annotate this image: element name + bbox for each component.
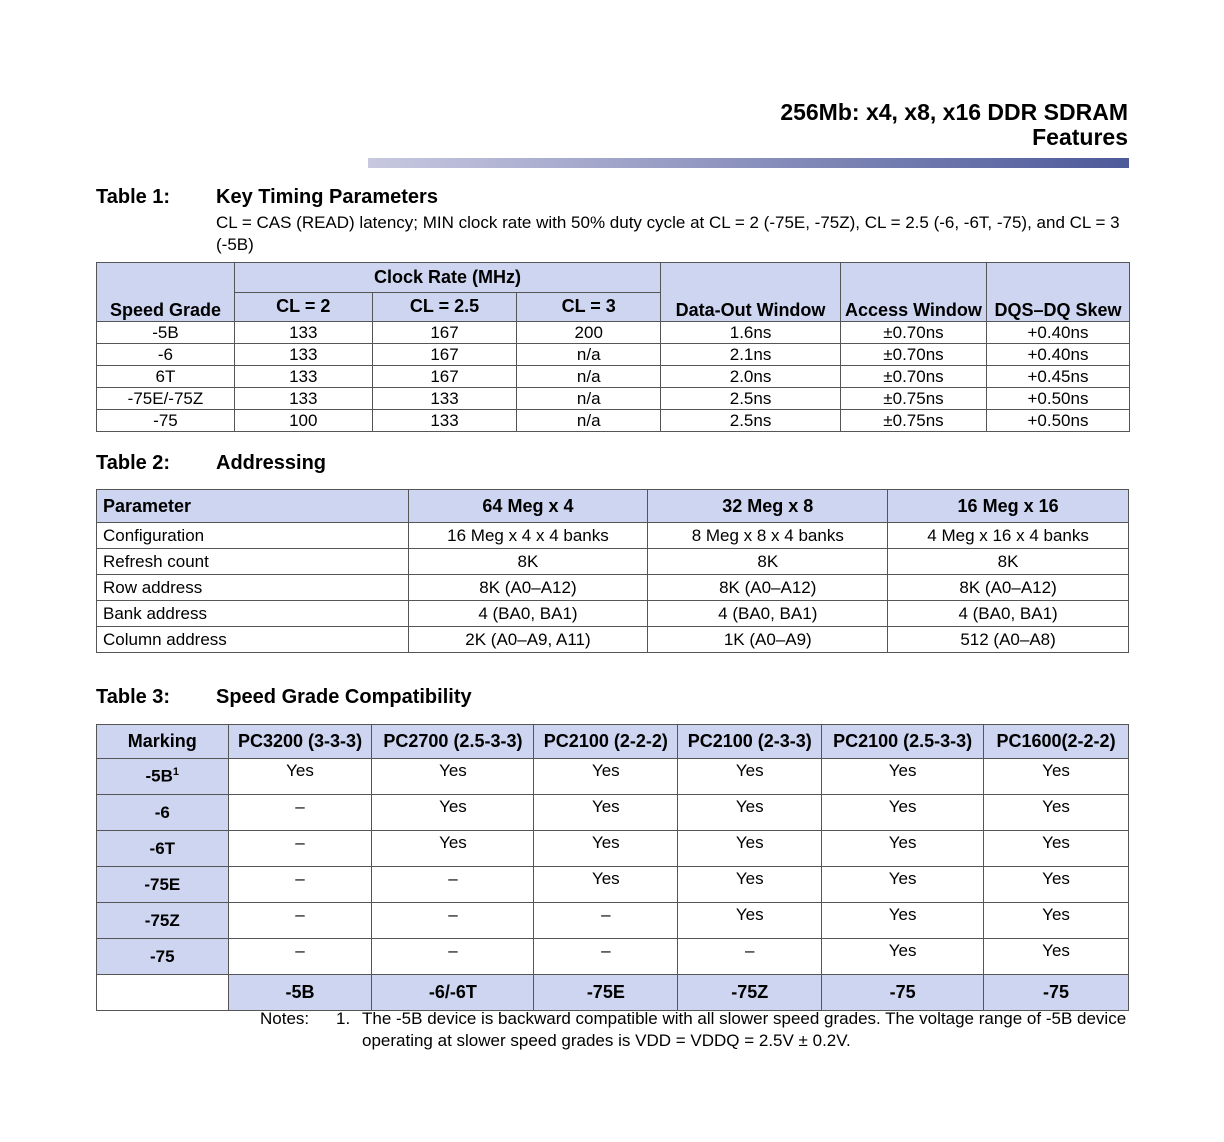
- table-cell: -75: [97, 410, 235, 432]
- table-cell: Yes: [822, 759, 984, 795]
- note-number: 1.: [336, 1009, 351, 1028]
- table2-caption: [96, 452, 326, 475]
- table-cell: –: [228, 939, 372, 975]
- footer-cell: -5B: [228, 975, 372, 1011]
- table-row: [97, 322, 1130, 344]
- marking-label: -5B: [145, 766, 173, 786]
- table-cell: 512 (A0–A8): [888, 627, 1129, 653]
- column-header: PC2100 (2-2-2): [534, 725, 678, 759]
- footer-blank-cell: [97, 975, 229, 1011]
- column-header: PC1600(2-2-2): [984, 725, 1129, 759]
- table-cell: Yes: [372, 831, 534, 867]
- footnote-marker: 1: [172, 766, 180, 779]
- table-cell: 4 (BA0, BA1): [888, 601, 1129, 627]
- table-cell: ±0.75ns: [840, 410, 986, 432]
- header-rule: [368, 158, 1129, 168]
- table-cell: Column address: [97, 627, 409, 653]
- table-row: [97, 795, 1129, 831]
- header-cl25: CL = 2.5: [372, 292, 517, 322]
- table-cell: ±0.70ns: [840, 344, 986, 366]
- table1-caption: [96, 186, 438, 209]
- table-row: [97, 759, 1129, 795]
- table1-description: CL = CAS (READ) latency; MIN clock rate with 50% duty cycle at CL = 2 (-75E, -75Z), CL = 2.5 (-6, -6T, -75), and CL = 3 (-5B): [216, 213, 1120, 254]
- table-cell: 133: [234, 366, 372, 388]
- table-row: [97, 388, 1130, 410]
- table-cell: Yes: [372, 759, 534, 795]
- table-cell: Yes: [984, 759, 1129, 795]
- table-cell: –: [534, 903, 678, 939]
- table-cell: n/a: [517, 388, 661, 410]
- table-cell: 8K: [648, 549, 888, 575]
- table-cell: +0.40ns: [986, 344, 1129, 366]
- table-cell: +0.45ns: [986, 366, 1129, 388]
- table-cell: Refresh count: [97, 549, 409, 575]
- document-header: [780, 100, 1128, 150]
- table-cell: Yes: [534, 795, 678, 831]
- table-cell: 133: [372, 388, 517, 410]
- table-cell: n/a: [517, 344, 661, 366]
- table2-title: Addressing: [216, 452, 327, 474]
- table-cell: –: [228, 795, 372, 831]
- marking-cell: [97, 939, 229, 975]
- table-cell: +0.50ns: [986, 410, 1129, 432]
- table-cell: Row address: [97, 575, 409, 601]
- table-cell: Yes: [984, 939, 1129, 975]
- table-cell: ±0.70ns: [840, 366, 986, 388]
- marking-cell: [97, 831, 229, 867]
- marking-label: -75E: [144, 874, 181, 894]
- table-cell: Bank address: [97, 601, 409, 627]
- table-cell: Yes: [984, 903, 1129, 939]
- table-cell: 2.5ns: [661, 388, 841, 410]
- table-cell: Yes: [678, 903, 822, 939]
- column-header: PC3200 (3-3-3): [228, 725, 372, 759]
- note-text: The -5B device is backward compatible with all slower speed grades. The voltage range of -5B device operating at slower speed grades is VDD = VDDQ = 2.5V ± 0.2V.: [362, 1009, 1127, 1050]
- table-row: [97, 523, 1129, 549]
- table-cell: Yes: [372, 795, 534, 831]
- table-cell: Yes: [822, 795, 984, 831]
- table-cell: -75E/-75Z: [97, 388, 235, 410]
- table-row: [97, 831, 1129, 867]
- table-cell: Configuration: [97, 523, 409, 549]
- table-cell: ±0.75ns: [840, 388, 986, 410]
- table-cell: -6: [97, 344, 235, 366]
- table-cell: Yes: [228, 759, 372, 795]
- table-cell: 8K: [408, 549, 648, 575]
- column-header: PC2100 (2.5-3-3): [822, 725, 984, 759]
- table2-number: Table 2:: [96, 452, 171, 474]
- table-cell: 133: [234, 322, 372, 344]
- table-row: [97, 903, 1129, 939]
- table-row: [97, 366, 1130, 388]
- table3-title: Speed Grade Compatibility: [216, 686, 472, 708]
- marking-label: -75: [150, 946, 175, 966]
- table-row: [97, 867, 1129, 903]
- table-cell: 133: [234, 344, 372, 366]
- footer-cell: -6/-6T: [372, 975, 534, 1011]
- column-header: Marking: [97, 725, 229, 759]
- table3-caption: [96, 686, 472, 709]
- table-cell: 4 (BA0, BA1): [408, 601, 648, 627]
- table-cell: 2.0ns: [661, 366, 841, 388]
- marking-cell: [97, 903, 229, 939]
- table-row: [97, 939, 1129, 975]
- key-timing-table: [96, 262, 1130, 432]
- addressing-table: [96, 489, 1129, 653]
- table-row: [97, 601, 1129, 627]
- table-cell: –: [678, 939, 822, 975]
- column-header: 32 Meg x 8: [648, 490, 888, 523]
- column-header: PC2100 (2-3-3): [678, 725, 822, 759]
- header-subtitle: Features: [1032, 124, 1128, 150]
- header-clock-rate: Clock Rate (MHz): [234, 263, 660, 293]
- marking-cell: [97, 867, 229, 903]
- table-cell: Yes: [822, 831, 984, 867]
- table-cell: –: [372, 867, 534, 903]
- marking-cell: [97, 759, 229, 795]
- table-cell: Yes: [822, 903, 984, 939]
- footer-cell: -75E: [534, 975, 678, 1011]
- table-cell: Yes: [984, 795, 1129, 831]
- marking-label: -75Z: [144, 910, 180, 930]
- table-cell: –: [372, 939, 534, 975]
- table-cell: Yes: [534, 759, 678, 795]
- marking-label: -6T: [149, 838, 176, 858]
- table-cell: 1K (A0–A9): [648, 627, 888, 653]
- table-cell: n/a: [517, 366, 661, 388]
- column-header: 16 Meg x 16: [888, 490, 1129, 523]
- header-data-out-window: Data-Out Window: [661, 263, 841, 322]
- header-access-window: Access Window: [840, 263, 986, 322]
- table-cell: 133: [372, 410, 517, 432]
- column-header: PC2700 (2.5-3-3): [372, 725, 534, 759]
- notes-label: Notes:: [260, 1009, 310, 1028]
- table-cell: Yes: [678, 831, 822, 867]
- table-cell: 200: [517, 322, 661, 344]
- table3-number: Table 3:: [96, 686, 171, 708]
- table-cell: –: [534, 939, 678, 975]
- table-row: [97, 549, 1129, 575]
- table-cell: 1.6ns: [661, 322, 841, 344]
- table-cell: ±0.70ns: [840, 322, 986, 344]
- table-cell: 2.5ns: [661, 410, 841, 432]
- table-row: [97, 410, 1130, 432]
- marking-label: -6: [154, 802, 170, 822]
- table-cell: Yes: [534, 831, 678, 867]
- table-cell: 16 Meg x 4 x 4 banks: [408, 523, 648, 549]
- table-cell: 6T: [97, 366, 235, 388]
- footer-cell: -75: [984, 975, 1129, 1011]
- table-cell: 167: [372, 366, 517, 388]
- table-cell: Yes: [678, 795, 822, 831]
- table-cell: Yes: [678, 759, 822, 795]
- table-cell: 100: [234, 410, 372, 432]
- table-row: [97, 344, 1130, 366]
- table-cell: 8K (A0–A12): [408, 575, 648, 601]
- table-cell: –: [228, 831, 372, 867]
- speed-grade-compatibility-table: [96, 724, 1129, 1011]
- table-cell: 8 Meg x 8 x 4 banks: [648, 523, 888, 549]
- table-cell: Yes: [822, 939, 984, 975]
- footer-cell: -75: [822, 975, 984, 1011]
- table-cell: Yes: [678, 867, 822, 903]
- table-cell: +0.40ns: [986, 322, 1129, 344]
- table-cell: Yes: [984, 831, 1129, 867]
- header-cl2: CL = 2: [234, 292, 372, 322]
- table-cell: 167: [372, 344, 517, 366]
- table-cell: –: [228, 903, 372, 939]
- table-cell: 167: [372, 322, 517, 344]
- table-cell: 4 Meg x 16 x 4 banks: [888, 523, 1129, 549]
- table-cell: –: [372, 903, 534, 939]
- table-cell: 133: [234, 388, 372, 410]
- table-cell: n/a: [517, 410, 661, 432]
- table-cell: 2K (A0–A9, A11): [408, 627, 648, 653]
- header-dqs-dq-skew: DQS–DQ Skew: [986, 263, 1129, 322]
- table-cell: 8K (A0–A12): [648, 575, 888, 601]
- table1-number: Table 1:: [96, 186, 171, 208]
- table-cell: Yes: [534, 867, 678, 903]
- table-cell: +0.50ns: [986, 388, 1129, 410]
- table-cell: 4 (BA0, BA1): [648, 601, 888, 627]
- header-cl3: CL = 3: [517, 292, 661, 322]
- table1-title: Key Timing Parameters: [216, 186, 438, 208]
- table-cell: Yes: [822, 867, 984, 903]
- header-title: 256Mb: x4, x8, x16 DDR SDRAM: [780, 99, 1128, 125]
- table-cell: 8K: [888, 549, 1129, 575]
- table-cell: 2.1ns: [661, 344, 841, 366]
- table-cell: -5B: [97, 322, 235, 344]
- table-row: [97, 627, 1129, 653]
- table-cell: 8K (A0–A12): [888, 575, 1129, 601]
- marking-cell: [97, 795, 229, 831]
- column-header: 64 Meg x 4: [408, 490, 648, 523]
- footer-cell: -75Z: [678, 975, 822, 1011]
- header-speed-grade: Speed Grade: [97, 263, 235, 322]
- table-cell: Yes: [984, 867, 1129, 903]
- column-header: Parameter: [97, 490, 409, 523]
- table-row: [97, 575, 1129, 601]
- table-cell: –: [228, 867, 372, 903]
